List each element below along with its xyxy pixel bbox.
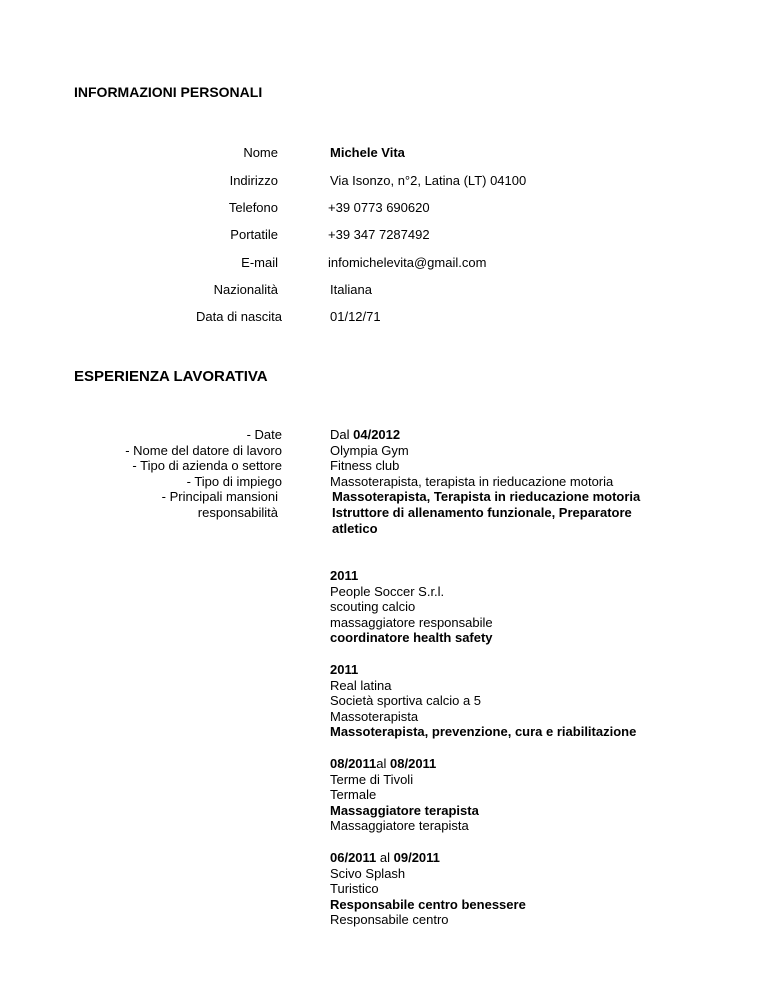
job-duties: coordinatore health safety [330, 630, 493, 646]
field-value-nome: Michele Vita [330, 145, 405, 160]
field-value-nazionalita: Italiana [330, 282, 372, 297]
field-label-nome: Nome [243, 145, 278, 160]
experience-field-labels [125, 427, 282, 521]
job-date: 08/2011al 08/2011 [330, 756, 437, 771]
label-duties: - Principali mansioni [161, 489, 278, 505]
field-value-email: infomichelevita@gmail.com [328, 255, 487, 270]
job-employer: Terme di Tivoli [330, 771, 414, 787]
job-duties: Massaggiatore terapista [330, 818, 469, 834]
field-label-telefono: Telefono [228, 200, 278, 215]
field-value-indirizzo: Via Isonzo, n°2, Latina (LT) 04100 [330, 173, 527, 188]
job-type: Massoterapista, terapista in rieducazione motoria [330, 473, 614, 489]
job-employer: Real latina [330, 677, 392, 693]
job-entry [330, 427, 640, 536]
job-type: Massaggiatore terapista [330, 802, 479, 818]
field-label-portatile: Portatile [230, 227, 278, 242]
job-date: 06/2011 al 09/2011 [330, 850, 440, 865]
job-type: Massoterapista [330, 708, 419, 724]
job-date: Dal 04/2012 [330, 427, 401, 442]
field-label-nazionalita: Nazionalità [213, 282, 278, 297]
job-date: 2011 [330, 568, 359, 583]
field-value-data-nascita: 01/12/71 [330, 309, 381, 324]
job-employer: Olympia Gym [330, 442, 409, 458]
job-sector: Termale [330, 787, 377, 803]
job-duties: atletico [332, 520, 378, 536]
job-employer: People Soccer S.r.l. [330, 583, 445, 599]
job-entry [330, 756, 479, 834]
job-entry [330, 568, 493, 646]
job-duties: Massoterapista, Terapista in rieducazione motoria [332, 489, 641, 505]
job-sector: scouting calcio [330, 599, 416, 615]
label-responsibility: responsabilità [197, 504, 278, 520]
job-duties: Responsabile centro [330, 912, 449, 928]
job-sector: Turistico [330, 881, 379, 897]
section-heading-experience: ESPERIENZA LAVORATIVA [74, 368, 268, 385]
label-employer: - Nome del datore di lavoro [125, 442, 282, 458]
job-duties: Istruttore di allenamento funzionale, Preparatore [332, 504, 632, 520]
label-date: - Date [246, 427, 282, 442]
field-label-email: E-mail [241, 255, 278, 270]
job-type: massaggiatore responsabile [330, 614, 493, 630]
field-label-indirizzo: Indirizzo [229, 173, 278, 188]
section-heading-personal: INFORMAZIONI PERSONALI [74, 84, 263, 100]
field-value-telefono: +39 0773 690620 [328, 200, 430, 215]
job-sector: Fitness club [330, 458, 400, 474]
job-entry [330, 850, 526, 928]
job-type: Responsabile centro benessere [330, 896, 526, 912]
job-date: 2011 [330, 662, 359, 677]
job-entry [330, 662, 636, 740]
field-value-portatile: +39 347 7287492 [328, 227, 430, 242]
job-duties: Massoterapista, prevenzione, cura e riabilitazione [330, 724, 637, 740]
job-sector: Società sportiva calcio a 5 [330, 693, 482, 709]
label-sector: - Tipo di azienda o settore [132, 458, 282, 474]
label-type: - Tipo di impiego [186, 473, 282, 489]
field-label-data-nascita: Data di nascita [196, 309, 282, 324]
job-employer: Scivo Splash [330, 865, 406, 881]
